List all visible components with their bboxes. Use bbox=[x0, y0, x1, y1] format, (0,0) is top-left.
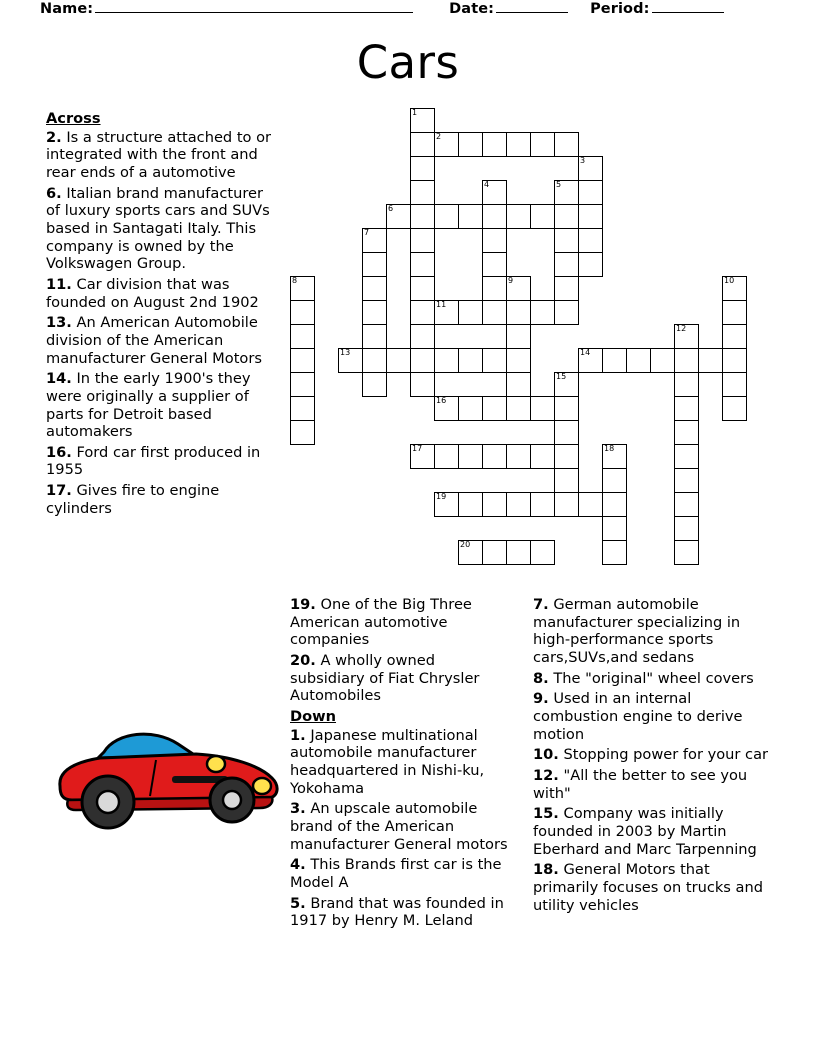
grid-cell[interactable] bbox=[674, 420, 699, 445]
grid-cell[interactable] bbox=[290, 396, 315, 421]
grid-cell[interactable] bbox=[386, 348, 411, 373]
grid-cell[interactable] bbox=[530, 396, 555, 421]
grid-cell-number: 15 bbox=[556, 372, 567, 381]
grid-cell[interactable] bbox=[482, 444, 507, 469]
clue-text: The "original" wheel covers bbox=[548, 669, 754, 687]
grid-cell[interactable] bbox=[458, 204, 483, 229]
grid-cell[interactable] bbox=[674, 348, 699, 373]
grid-cell[interactable] bbox=[506, 324, 531, 349]
grid-cell[interactable] bbox=[554, 204, 579, 229]
grid-cell[interactable] bbox=[362, 228, 387, 253]
grid-cell[interactable] bbox=[674, 516, 699, 541]
grid-cell[interactable] bbox=[482, 204, 507, 229]
grid-cell[interactable] bbox=[722, 372, 747, 397]
period-blank[interactable] bbox=[652, 0, 724, 13]
clue-down-5 bbox=[290, 895, 508, 930]
grid-cell-number: 1 bbox=[412, 108, 418, 117]
clue-text: A wholly owned subsidiary of Fiat Chrysler Automobiles bbox=[290, 651, 480, 705]
grid-cell[interactable] bbox=[482, 132, 507, 157]
grid-cell[interactable] bbox=[482, 276, 507, 301]
grid-cell-number: 9 bbox=[508, 276, 514, 285]
grid-cell-number: 6 bbox=[388, 204, 394, 213]
grid-cell[interactable] bbox=[290, 348, 315, 373]
page-title: Cars bbox=[356, 36, 460, 89]
date-label: Date: bbox=[449, 1, 495, 17]
clue-down-9 bbox=[533, 690, 773, 743]
grid-cell[interactable] bbox=[410, 204, 435, 229]
clue-text: Used in an internal combustion engine to derive motion bbox=[533, 690, 743, 743]
grid-cell[interactable] bbox=[506, 372, 531, 397]
grid-cell[interactable] bbox=[482, 228, 507, 253]
grid-cell[interactable] bbox=[506, 204, 531, 229]
clue-number: 12. bbox=[533, 766, 559, 784]
grid-cell[interactable] bbox=[602, 492, 627, 517]
grid-cell[interactable] bbox=[410, 372, 435, 397]
grid-cell[interactable] bbox=[506, 300, 531, 325]
grid-cell[interactable] bbox=[410, 348, 435, 373]
grid-cell[interactable] bbox=[458, 492, 483, 517]
grid-cell[interactable] bbox=[554, 228, 579, 253]
clue-number: 14. bbox=[46, 370, 72, 388]
grid-cell[interactable] bbox=[554, 492, 579, 517]
clue-text: Ford car first produced in 1955 bbox=[46, 443, 261, 479]
clue-text: Japanese multinational automobile manufacturer headquartered in Nishi-ku, Yokohama bbox=[290, 726, 485, 797]
clue-down-4 bbox=[290, 856, 508, 891]
period-field[interactable] bbox=[590, 0, 723, 17]
grid-cell[interactable] bbox=[362, 372, 387, 397]
clue-text: In the early 1900's they were originally a supplier of parts for Detroit based automakers bbox=[46, 370, 251, 441]
clue-down-7 bbox=[533, 596, 773, 667]
grid-cell[interactable] bbox=[482, 252, 507, 277]
grid-cell[interactable] bbox=[410, 444, 435, 469]
grid-cell[interactable] bbox=[578, 228, 603, 253]
grid-cell[interactable] bbox=[554, 276, 579, 301]
grid-cell-number: 4 bbox=[484, 180, 490, 189]
red-car-illustration bbox=[46, 700, 286, 840]
period-label: Period: bbox=[590, 1, 650, 17]
grid-cell[interactable] bbox=[506, 444, 531, 469]
grid-cell[interactable] bbox=[578, 180, 603, 205]
grid-cell[interactable] bbox=[674, 540, 699, 565]
grid-cell-number: 12 bbox=[676, 324, 687, 333]
grid-cell[interactable] bbox=[554, 468, 579, 493]
clue-text: Brand that was founded in 1917 by Henry M. Leland bbox=[290, 894, 504, 930]
grid-cell-number: 18 bbox=[604, 444, 615, 453]
grid-cell-number: 11 bbox=[436, 300, 447, 309]
grid-cell[interactable] bbox=[674, 372, 699, 397]
grid-cell[interactable] bbox=[410, 252, 435, 277]
grid-cell[interactable] bbox=[458, 540, 483, 565]
down-heading: Down bbox=[290, 707, 337, 725]
clue-column-right bbox=[533, 596, 773, 917]
grid-cell[interactable] bbox=[482, 492, 507, 517]
grid-cell[interactable] bbox=[410, 228, 435, 253]
grid-cell[interactable] bbox=[722, 300, 747, 325]
grid-cell[interactable] bbox=[578, 492, 603, 517]
grid-cell[interactable] bbox=[602, 348, 627, 373]
name-label: Name: bbox=[40, 1, 94, 17]
grid-cell[interactable] bbox=[458, 300, 483, 325]
grid-cell[interactable] bbox=[482, 396, 507, 421]
clue-across-14 bbox=[46, 370, 281, 441]
grid-cell[interactable] bbox=[602, 516, 627, 541]
grid-cell[interactable] bbox=[674, 444, 699, 469]
grid-cell[interactable] bbox=[602, 444, 627, 469]
clue-number: 13. bbox=[46, 314, 72, 332]
clue-text: Is a structure attached to or integrated with the front and rear ends of a automotive bbox=[46, 128, 272, 181]
clue-text: An upscale automobile brand of the American manufacturer General motors bbox=[290, 800, 508, 853]
grid-cell-number: 8 bbox=[292, 276, 298, 285]
grid-cell[interactable] bbox=[554, 372, 579, 397]
grid-cell[interactable] bbox=[482, 180, 507, 205]
grid-cell[interactable] bbox=[506, 276, 531, 301]
clue-number: 10. bbox=[533, 746, 559, 764]
grid-cell[interactable] bbox=[554, 132, 579, 157]
clue-number: 11. bbox=[46, 275, 72, 293]
clue-number: 15. bbox=[533, 805, 559, 823]
header-fields bbox=[40, 0, 780, 24]
grid-cell[interactable] bbox=[290, 276, 315, 301]
grid-cell[interactable] bbox=[578, 156, 603, 181]
grid-cell[interactable] bbox=[338, 348, 363, 373]
clue-number: 19. bbox=[290, 596, 316, 613]
grid-cell[interactable] bbox=[434, 204, 459, 229]
grid-cell-number: 5 bbox=[556, 180, 562, 189]
clue-number: 8. bbox=[533, 669, 549, 687]
clue-number: 1. bbox=[290, 726, 306, 744]
clue-number: 5. bbox=[290, 894, 306, 912]
clue-across-17 bbox=[46, 482, 281, 517]
grid-cell[interactable] bbox=[578, 252, 603, 277]
grid-cell-number: 3 bbox=[580, 156, 586, 165]
grid-cell[interactable] bbox=[554, 396, 579, 421]
grid-cell[interactable] bbox=[506, 492, 531, 517]
grid-cell[interactable] bbox=[674, 468, 699, 493]
grid-cell[interactable] bbox=[530, 204, 555, 229]
clue-number: 3. bbox=[290, 800, 306, 818]
grid-cell[interactable] bbox=[362, 252, 387, 277]
grid-cell[interactable] bbox=[506, 540, 531, 565]
grid-cell[interactable] bbox=[290, 420, 315, 445]
grid-cell[interactable] bbox=[530, 540, 555, 565]
grid-cell[interactable] bbox=[434, 132, 459, 157]
clue-text: Gives fire to engine cylinders bbox=[46, 482, 220, 517]
grid-cell[interactable] bbox=[458, 444, 483, 469]
clue-text: General Motors that primarily focuses on trucks and utility vehicles bbox=[533, 861, 763, 914]
clue-number: 9. bbox=[533, 690, 549, 708]
grid-cell[interactable] bbox=[290, 324, 315, 349]
clue-text: An American Automobile division of the American manufacturer General Motors bbox=[46, 314, 262, 367]
clue-down-18 bbox=[533, 861, 773, 914]
grid-cell[interactable] bbox=[434, 492, 459, 517]
grid-cell[interactable] bbox=[554, 252, 579, 277]
grid-cell[interactable] bbox=[722, 276, 747, 301]
grid-cell[interactable] bbox=[362, 276, 387, 301]
grid-cell[interactable] bbox=[362, 324, 387, 349]
grid-cell[interactable] bbox=[506, 132, 531, 157]
grid-cell[interactable] bbox=[458, 348, 483, 373]
grid-cell[interactable] bbox=[410, 180, 435, 205]
grid-cell-number: 19 bbox=[436, 492, 447, 501]
clue-number: 6. bbox=[46, 184, 62, 202]
grid-cell-number: 14 bbox=[580, 348, 591, 357]
grid-cell[interactable] bbox=[554, 180, 579, 205]
grid-cell[interactable] bbox=[410, 156, 435, 181]
clue-text: "All the better to see you with" bbox=[533, 766, 748, 802]
grid-cell[interactable] bbox=[362, 300, 387, 325]
clue-number: 7. bbox=[533, 596, 549, 613]
clue-across-16 bbox=[46, 444, 281, 479]
grid-cell[interactable] bbox=[482, 540, 507, 565]
grid-cell-number: 20 bbox=[460, 540, 471, 549]
grid-cell[interactable] bbox=[362, 348, 387, 373]
grid-cell[interactable] bbox=[410, 132, 435, 157]
grid-cell[interactable] bbox=[530, 132, 555, 157]
clue-across-19 bbox=[290, 596, 508, 649]
grid-cell[interactable] bbox=[434, 300, 459, 325]
grid-cell[interactable] bbox=[674, 324, 699, 349]
grid-cell[interactable] bbox=[554, 420, 579, 445]
clue-down-10 bbox=[533, 746, 773, 764]
car-icon bbox=[46, 700, 286, 840]
grid-cell[interactable] bbox=[530, 300, 555, 325]
grid-cell[interactable] bbox=[650, 348, 675, 373]
clue-down-3 bbox=[290, 800, 508, 853]
clue-number: 18. bbox=[533, 861, 559, 879]
clue-number: 2. bbox=[46, 128, 62, 146]
grid-cell[interactable] bbox=[410, 324, 435, 349]
name-blank[interactable] bbox=[95, 0, 413, 13]
grid-cell[interactable] bbox=[458, 132, 483, 157]
grid-cell[interactable] bbox=[578, 204, 603, 229]
grid-cell-number: 16 bbox=[436, 396, 447, 405]
grid-cell[interactable] bbox=[506, 348, 531, 373]
clue-text: Company was initially founded in 2003 by Martin Eberhard and Marc Tarpenning bbox=[533, 805, 757, 858]
grid-cell[interactable] bbox=[458, 396, 483, 421]
clue-text: One of the Big Three American automotive companies bbox=[290, 596, 472, 649]
clue-down-8 bbox=[533, 670, 773, 688]
grid-cell[interactable] bbox=[290, 300, 315, 325]
clue-number: 20. bbox=[290, 651, 316, 669]
grid-cell[interactable] bbox=[554, 300, 579, 325]
grid-cell[interactable] bbox=[434, 348, 459, 373]
clue-text: German automobile manufacturer specializing in high-performance sports cars,SUVs,and sedans bbox=[533, 596, 741, 666]
clue-across-6 bbox=[46, 185, 281, 273]
clue-down-1 bbox=[290, 727, 508, 798]
grid-cell[interactable] bbox=[674, 492, 699, 517]
grid-cell[interactable] bbox=[626, 348, 651, 373]
clue-across-20 bbox=[290, 652, 508, 705]
grid-cell[interactable] bbox=[290, 372, 315, 397]
grid-cell[interactable] bbox=[722, 348, 747, 373]
grid-cell[interactable] bbox=[578, 348, 603, 373]
grid-cell-number: 17 bbox=[412, 444, 423, 453]
grid-cell[interactable] bbox=[482, 348, 507, 373]
grid-cell[interactable] bbox=[410, 108, 435, 133]
grid-cell[interactable] bbox=[386, 204, 411, 229]
clue-across-11 bbox=[46, 276, 281, 311]
crossword-grid[interactable] bbox=[290, 108, 780, 588]
clue-text: Italian brand manufacturer of luxury sports cars and SUVs based in Santagati Italy. This company is owned by the Volkswagen Group. bbox=[46, 184, 270, 273]
clue-across-2 bbox=[46, 129, 281, 182]
date-field[interactable] bbox=[449, 0, 568, 17]
grid-cell[interactable] bbox=[410, 276, 435, 301]
grid-cell[interactable] bbox=[722, 396, 747, 421]
grid-cell[interactable] bbox=[506, 396, 531, 421]
clue-across-13 bbox=[46, 314, 281, 367]
grid-cell[interactable] bbox=[530, 492, 555, 517]
grid-cell[interactable] bbox=[722, 324, 747, 349]
across-heading: Across bbox=[46, 110, 101, 127]
clue-column-middle bbox=[290, 596, 508, 933]
grid-cell[interactable] bbox=[434, 396, 459, 421]
clue-number: 17. bbox=[46, 482, 72, 500]
grid-cell[interactable] bbox=[602, 540, 627, 565]
clue-text: Stopping power for your car bbox=[558, 746, 769, 764]
grid-cell[interactable] bbox=[674, 396, 699, 421]
grid-cell[interactable] bbox=[410, 300, 435, 325]
clue-text: This Brands first car is the Model A bbox=[290, 856, 502, 891]
grid-cell-number: 2 bbox=[436, 132, 442, 141]
clue-text: Car division that was founded on August 2nd 1902 bbox=[46, 275, 259, 311]
clue-down-15 bbox=[533, 805, 773, 858]
clue-column-left bbox=[46, 110, 281, 520]
grid-cell-number: 13 bbox=[340, 348, 351, 357]
clue-down-12 bbox=[533, 767, 773, 802]
clue-number: 16. bbox=[46, 443, 72, 461]
name-field[interactable] bbox=[40, 0, 413, 17]
grid-cell[interactable] bbox=[482, 300, 507, 325]
grid-cell[interactable] bbox=[554, 444, 579, 469]
grid-cell-number: 7 bbox=[364, 228, 370, 237]
grid-cell-number: 10 bbox=[724, 276, 735, 285]
grid-cell[interactable] bbox=[698, 348, 723, 373]
grid-cell[interactable] bbox=[434, 444, 459, 469]
grid-cell[interactable] bbox=[530, 444, 555, 469]
grid-cell[interactable] bbox=[602, 468, 627, 493]
date-blank[interactable] bbox=[496, 0, 568, 13]
clue-number: 4. bbox=[290, 856, 306, 874]
